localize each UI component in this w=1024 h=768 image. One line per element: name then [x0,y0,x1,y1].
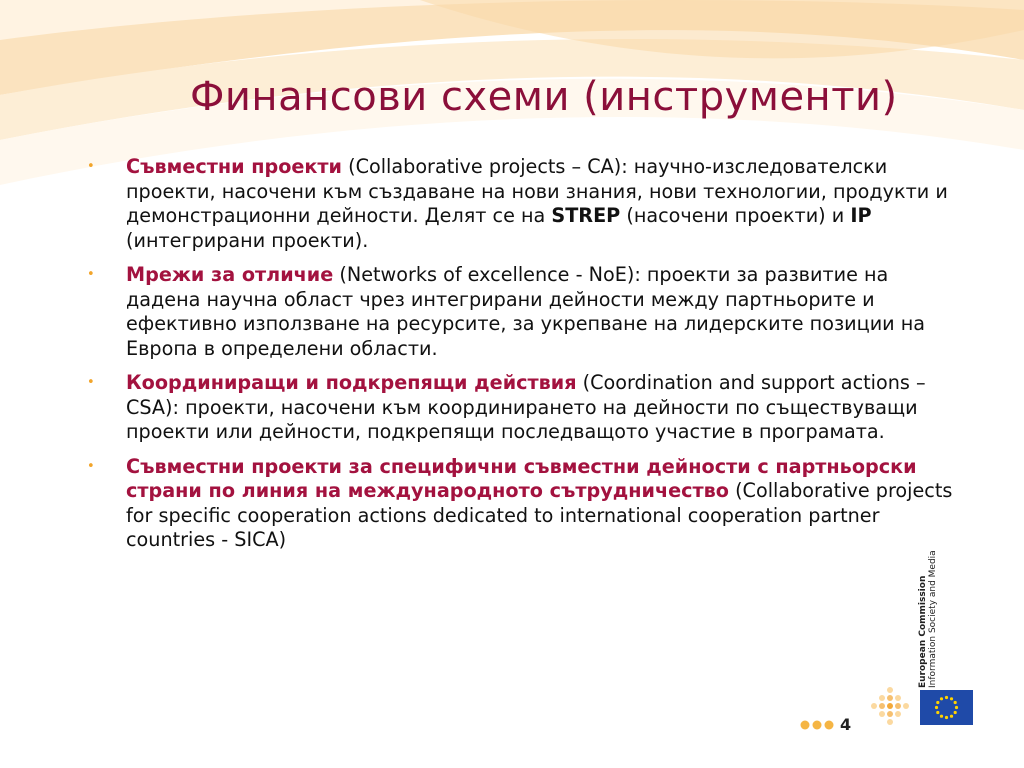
ec-logo-line2: Information Society and Media [928,550,938,688]
eu-flag-icon [920,690,973,725]
list-item [87,155,967,253]
bullet-icon: • [87,375,95,390]
bullet-icon: • [87,159,95,174]
page-number: 4 [840,715,852,734]
european-commission-logo [918,550,978,730]
bullet-list [87,155,967,563]
strep-label: STREP [551,204,621,227]
dot-grid-icon [870,686,910,726]
term-label: Координиращи и подкрепящи действия [126,371,577,394]
three-dots-icon [800,719,834,731]
term-label: Съвместни проекти [126,155,342,178]
list-item [87,455,967,553]
ec-logo-text [918,513,938,688]
list-item [87,263,967,361]
item-text: (Networks of excellence - NoE): проекти за развитие на дадена научна област чрез интегрирани дейности между партньорите и ефективно използване на ресурсите, за укрепване на лидерските позиции на Европа в определени области. [126,263,926,360]
item-text: (Collaborative projects – CA): научно-изследователски проекти, насочени към създаване на нови знания, нови технологии, продукти и демонстрационни дейности. Делят се на [126,155,948,227]
item-text: (Coordination and support actions – CSA): проекти, насочени към координирането на дейности по съществуващи проекти или дейности, подкрепящи последващото участие в програмата. [126,371,926,443]
bullet-icon: • [87,267,95,282]
ec-logo-line1: European Commission [918,575,928,688]
item-text: (интегрирани проекти). [126,228,369,252]
term-label: Съвместни проекти за специфични съвместни дейности с партньорски страни по линия на международното сътрудничество [126,454,917,502]
term-label: Мрежи за отличие [126,263,334,286]
item-text: (насочени проекти) и [620,204,851,227]
list-item [87,371,967,445]
ip-label: IP [850,204,872,227]
slide-title: Финансови схеми (инструменти) [190,74,898,120]
item-text: (Collaborative projects for specific cooperation actions dedicated to international cooperation partner countries - SICA) [126,479,953,551]
bullet-icon: • [87,458,95,474]
